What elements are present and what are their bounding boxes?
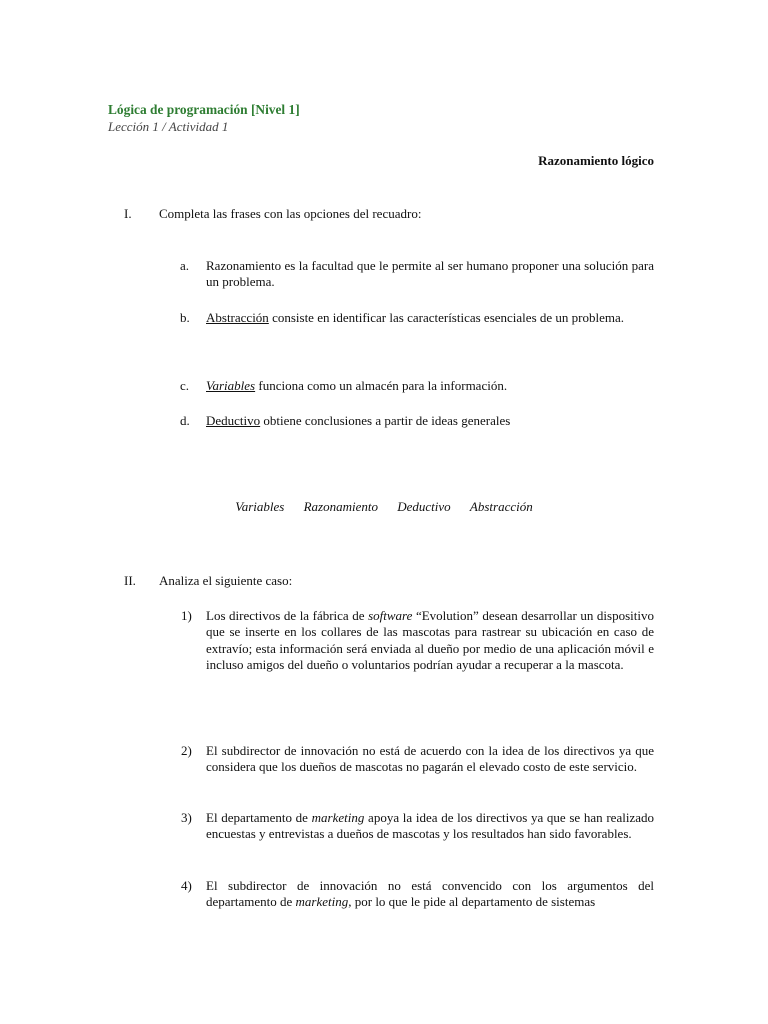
answer-razonamiento: Razonamiento: [206, 258, 282, 273]
option-razonamiento: Razonamiento: [303, 499, 378, 514]
option-variables: Variables: [235, 499, 285, 514]
option-deductivo: Deductivo: [397, 499, 451, 514]
part2-item-2: [206, 743, 654, 776]
section-heading: Razonamiento lógico: [538, 153, 654, 168]
options-box: [0, 499, 768, 515]
part1-item-b-text: consiste en identificar las características esenciales de un problema.: [268, 310, 624, 325]
answer-variables: Variables: [206, 378, 256, 393]
part1-instruction: Completa las frases con las opciones del recuadro:: [159, 206, 422, 221]
part2-numeral: II.: [124, 573, 136, 588]
part1-item-c: [206, 378, 654, 394]
option-abstraccion: Abstracción: [469, 499, 533, 514]
part2-item-3: [206, 810, 654, 843]
part2-item-1-mark: 1): [181, 608, 192, 623]
part2-item-4-post: , por lo que le pide al departamento de sistemas: [348, 894, 596, 910]
part2-item-2-pre: El subdirector de innovación no está de acuerdo con la idea de los directivos ya que considera que los dueños de mascotas no pagarán el elevado costo de este servicio.: [206, 743, 654, 775]
part2-item-1-em: software: [368, 608, 413, 623]
part2-item-4-mark: 4): [181, 878, 192, 893]
part1-item-a-text: es la facultad que le permite al ser humano proponer una solución para un problema.: [206, 258, 654, 290]
part2-item-1-post: “Evolution” desean desarrollar un dispositivo que se inserte en los collares de las mascotas para rastrear su ubicación en caso de extravío; esta información será enviada al dueño por medio de una aplicación móvil e incluso amigos del dueño o voluntarios podrían ayudar a recuperar a la mascota.: [206, 608, 655, 672]
part2-item-3-em: marketing: [311, 810, 365, 825]
answer-abstraccion: Abstracción: [206, 310, 269, 325]
part1-item-d: [206, 413, 654, 429]
part2-item-2-mark: 2): [181, 743, 192, 758]
part2-item-3-mark: 3): [181, 810, 192, 825]
part1-item-a: [206, 258, 654, 291]
part2-item-4-em: marketing: [295, 894, 349, 910]
part2-item-1: [206, 608, 654, 673]
part1-item-d-text: obtiene conclusiones a partir de ideas generales: [260, 413, 511, 428]
document-subtitle: Lección 1 / Actividad 1: [108, 119, 229, 134]
part2-item-1-pre: Los directivos de la fábrica de: [206, 608, 369, 623]
part1-item-b-mark: b.: [180, 310, 190, 325]
part2-item-4: [206, 878, 654, 911]
part2-item-3-pre: El departamento de: [206, 810, 312, 825]
part2-instruction: Analiza el siguiente caso:: [159, 573, 293, 588]
part1-item-d-mark: d.: [180, 413, 190, 428]
document-title: Lógica de programación [Nivel 1]: [108, 102, 300, 117]
part1-item-c-mark: c.: [180, 378, 190, 393]
part1-item-b: [206, 310, 654, 326]
part1-numeral: I.: [124, 206, 132, 221]
part2-item-4-pre: El subdirector de innovación no está convencido con los argumentos del departamento de: [206, 878, 654, 910]
part1-item-a-mark: a.: [180, 258, 190, 273]
part2-item-3-post: apoya la idea de los directivos ya que se han realizado encuestas y entrevistas a dueños de mascotas y los resultados han sido favorables.: [206, 810, 654, 842]
answer-deductivo: Deductivo: [206, 413, 261, 428]
part1-item-c-text: funciona como un almacén para la información.: [255, 378, 508, 393]
